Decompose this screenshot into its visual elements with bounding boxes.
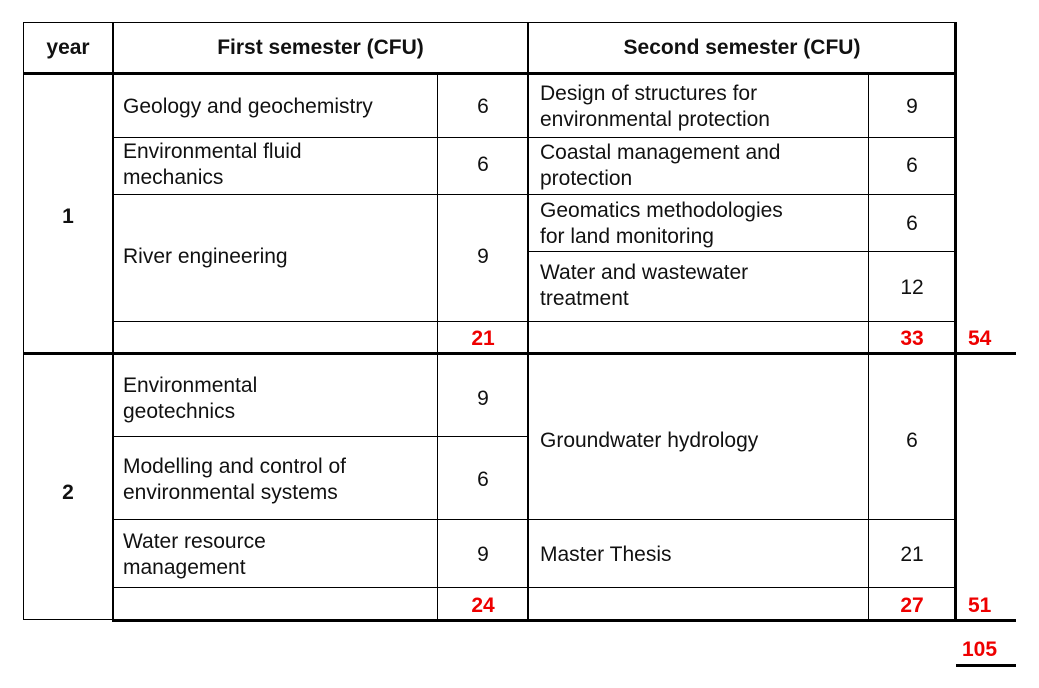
year2-first-semester-total: 24 xyxy=(471,594,495,617)
grid-line xyxy=(113,194,956,195)
line-bottom xyxy=(113,619,956,622)
grid-line xyxy=(113,321,956,322)
course-name: Groundwater hydrology xyxy=(540,429,759,452)
course-name: Water and wastewater treatment xyxy=(540,261,749,310)
course-name: Master Thesis xyxy=(540,543,672,566)
course-cfu: 6 xyxy=(477,153,489,176)
grid-line xyxy=(23,22,24,620)
course-name: Coastal management and protection xyxy=(540,141,781,190)
course-cfu: 6 xyxy=(477,468,489,491)
course-cfu: 9 xyxy=(477,387,489,410)
header-year: year xyxy=(46,36,90,59)
year-1-label: 1 xyxy=(62,205,74,228)
course-cfu: 6 xyxy=(906,429,918,452)
line-top xyxy=(23,22,956,23)
grand-total: 105 xyxy=(962,638,998,661)
course-name: River engineering xyxy=(123,245,288,268)
year2-total-underline xyxy=(956,619,1016,622)
line-header-bottom xyxy=(23,72,956,75)
year2-total: 51 xyxy=(968,594,992,617)
course-cfu: 9 xyxy=(477,245,489,268)
header-first-semester: First semester (CFU) xyxy=(217,36,424,59)
grand-total-underline xyxy=(956,664,1016,667)
course-name: Geomatics methodologies for land monitoring xyxy=(540,199,783,248)
course-cfu: 6 xyxy=(477,95,489,118)
line-year-separator xyxy=(23,352,956,355)
grid-line xyxy=(113,587,956,588)
year1-first-semester-total: 21 xyxy=(471,327,495,350)
grid-line xyxy=(112,22,114,622)
header-second-semester: Second semester (CFU) xyxy=(623,36,861,59)
year1-second-semester-total: 33 xyxy=(900,327,924,350)
grid-line xyxy=(113,137,956,138)
course-cfu: 9 xyxy=(906,95,918,118)
course-name: Environmental geotechnics xyxy=(123,374,258,423)
grid-line xyxy=(113,519,956,520)
year-2-label: 2 xyxy=(62,481,74,504)
grid-line xyxy=(23,619,113,620)
course-cfu: 9 xyxy=(477,543,489,566)
course-name: Environmental fluid mechanics xyxy=(123,140,302,189)
course-name: Water resource management xyxy=(123,530,266,579)
course-cfu: 12 xyxy=(900,276,924,299)
course-name: Design of structures for environmental protection xyxy=(540,82,770,131)
course-cfu: 21 xyxy=(900,543,924,566)
course-cfu: 6 xyxy=(906,154,918,177)
year1-total-underline xyxy=(956,352,1016,355)
grid-line xyxy=(528,251,956,252)
course-cfu: 6 xyxy=(906,212,918,235)
grid-line xyxy=(113,436,528,437)
year1-total: 54 xyxy=(968,327,992,350)
course-name: Geology and geochemistry xyxy=(123,95,373,118)
year2-second-semester-total: 27 xyxy=(900,594,924,617)
course-name: Modelling and control of environmental systems xyxy=(123,455,346,504)
